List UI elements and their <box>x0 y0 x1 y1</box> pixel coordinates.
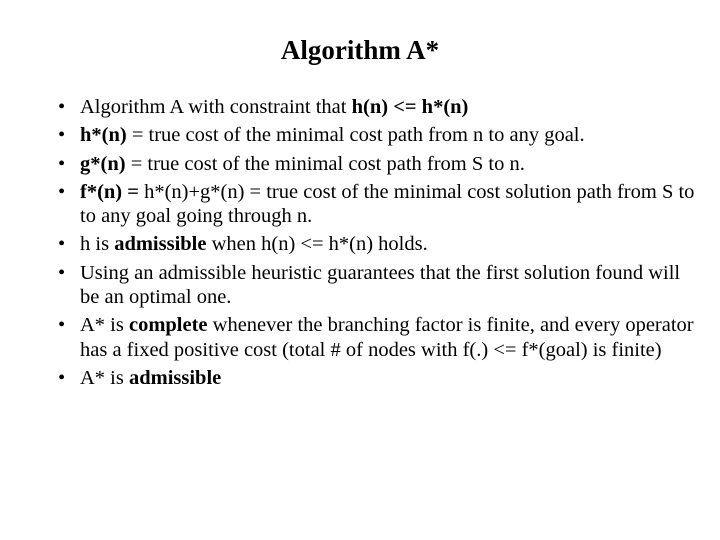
bullet-text-bold: complete <box>128 314 208 337</box>
bullet-item <box>58 123 698 147</box>
bullet-text: whenever the branching factor is finite, and every operator has a fixed positive cost (total # of nodes with f(.) <= f*(goal) is finite) <box>80 314 694 361</box>
bullet-text: = true cost of the minimal cost path from S to n. <box>125 152 525 175</box>
bullet-item <box>58 261 698 310</box>
bullet-text: when h(n) <= h*(n) holds. <box>206 233 428 256</box>
bullet-dot: • <box>58 366 66 389</box>
bullet-item <box>58 313 698 362</box>
bullet-text-bold: h(n) <= h*(n) <box>351 96 469 118</box>
bullet-item <box>58 180 698 229</box>
bullet-text: Algorithm A with constraint that <box>80 96 352 118</box>
bullet-item <box>58 95 698 119</box>
bullet-text-bold: g*(n) <box>80 152 126 175</box>
slide-title: Algorithm A* <box>280 35 440 65</box>
bullet-text: A* is <box>80 314 129 337</box>
bullet-text: A* is <box>80 366 129 389</box>
bullet-text: Using an admissible heuristic guarantees that the first solution found will be an optimal one. <box>80 261 681 309</box>
bullet-text-bold: h*(n) <box>80 124 127 147</box>
bullet-dot: • <box>58 261 66 284</box>
bullet-dot: • <box>58 152 66 175</box>
bullet-text-bold: admissible <box>114 233 207 256</box>
bullet-text: h*(n)+g*(n) = true cost of the minimal cost solution path from S to to any goal going through n. <box>80 180 695 228</box>
bullet-item <box>58 152 698 176</box>
bullet-dot: • <box>58 180 66 203</box>
bullet-text: = true cost of the minimal cost path from n to any goal. <box>126 124 585 147</box>
bullet-text-bold: f*(n) = <box>80 180 145 203</box>
bullet-item <box>58 232 698 256</box>
bullet-text-bold: admissible <box>128 366 222 389</box>
bullet-item <box>58 366 698 390</box>
bullet-list <box>58 95 698 394</box>
bullet-dot: • <box>58 124 66 147</box>
bullet-dot: • <box>58 233 66 256</box>
bullet-dot: • <box>58 314 66 337</box>
bullet-text: h is <box>80 233 115 256</box>
bullet-dot: • <box>58 96 66 118</box>
